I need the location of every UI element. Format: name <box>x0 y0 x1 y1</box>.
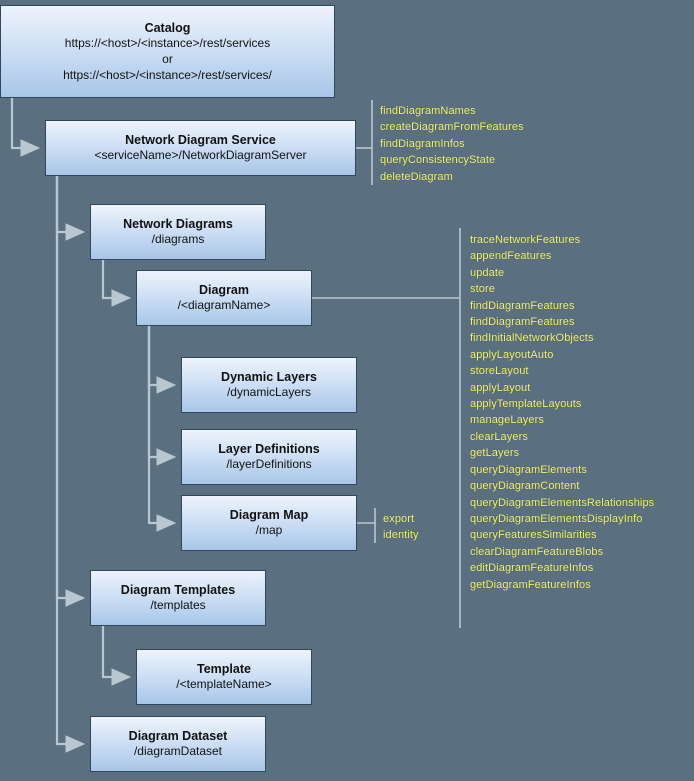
node-line: /diagrams <box>151 232 205 247</box>
node-network-diagrams[interactable] <box>90 204 266 260</box>
node-title: Diagram Templates <box>120 582 236 597</box>
node-title: Catalog <box>144 20 191 35</box>
node-title: Network Diagram Service <box>125 132 276 147</box>
node-diagram-map[interactable] <box>181 495 357 551</box>
node-title: Network Diagrams <box>123 216 233 231</box>
node-line: /<templateName> <box>176 677 272 692</box>
node-line: /layerDefinitions <box>226 457 312 472</box>
node-line: /templates <box>150 598 206 613</box>
node-line: /diagramDataset <box>133 744 223 759</box>
operation-item[interactable]: queryDiagramElements <box>470 463 587 476</box>
operation-item[interactable]: identity <box>383 529 419 542</box>
node-line: https://<host>/<instance>/rest/services <box>64 36 271 50</box>
operation-item[interactable]: store <box>470 283 495 296</box>
node-catalog[interactable] <box>0 5 335 98</box>
node-line: /dynamicLayers <box>226 385 312 400</box>
operation-item[interactable]: applyTemplateLayouts <box>470 398 582 411</box>
operation-item[interactable]: update <box>470 266 505 279</box>
operation-item[interactable]: appendFeatures <box>470 250 552 263</box>
node-line: /map <box>255 523 283 538</box>
operation-item[interactable]: export <box>383 513 415 525</box>
operation-item[interactable]: clearDiagramFeatureBlobs <box>470 545 604 558</box>
operation-item[interactable]: manageLayers <box>470 414 544 427</box>
operation-item[interactable]: createDiagramFromFeatures <box>380 121 524 134</box>
service-operations-list <box>380 103 524 185</box>
node-title: Diagram Map <box>229 507 309 522</box>
node-diagram[interactable] <box>136 270 312 326</box>
node-title: Template <box>197 661 251 676</box>
node-title: Layer Definitions <box>218 441 320 456</box>
node-line: <serviceName>/NetworkDiagramServer <box>94 148 307 163</box>
operation-item[interactable]: findDiagramFeatures <box>470 316 575 329</box>
node-line: /<diagramName> <box>177 298 271 313</box>
node-dynamic-layers[interactable] <box>181 357 357 413</box>
operation-item[interactable]: findDiagramNames <box>380 105 476 117</box>
operation-item[interactable]: queryConsistencyState <box>380 154 496 167</box>
node-network-diagram-service[interactable] <box>45 120 356 176</box>
operation-item[interactable]: findDiagramInfos <box>380 137 465 150</box>
map-operations-list <box>383 511 419 544</box>
node-layer-definitions[interactable] <box>181 429 357 485</box>
operation-item[interactable]: findInitialNetworkObjects <box>470 332 594 345</box>
node-template[interactable] <box>136 649 312 705</box>
node-diagram-templates[interactable] <box>90 570 266 626</box>
operation-item[interactable]: queryDiagramElementsRelationships <box>470 496 655 509</box>
node-title: Dynamic Layers <box>221 369 317 384</box>
operation-item[interactable]: getLayers <box>470 447 520 460</box>
operation-item[interactable]: queryDiagramElementsDisplayInfo <box>470 512 643 525</box>
operation-item[interactable]: applyLayoutAuto <box>470 348 554 361</box>
operation-item[interactable]: editDiagramFeatureInfos <box>470 562 594 575</box>
node-title: Diagram <box>198 282 250 297</box>
node-line: https://<host>/<instance>/rest/services/ <box>63 67 272 82</box>
operation-item[interactable]: applyLayout <box>470 381 531 394</box>
node-title: Diagram Dataset <box>128 728 228 743</box>
diagram-operations-list <box>470 232 654 593</box>
operation-item[interactable]: storeLayout <box>470 365 529 378</box>
operation-item[interactable]: deleteDiagram <box>380 170 453 183</box>
operation-item[interactable]: clearLayers <box>470 430 528 443</box>
node-line: or <box>162 51 173 66</box>
operation-item[interactable]: findDiagramFeatures <box>470 299 575 312</box>
operation-item[interactable]: queryDiagramContent <box>470 480 580 493</box>
operation-item[interactable]: traceNetworkFeatures <box>470 234 581 246</box>
node-diagram-dataset[interactable] <box>90 716 266 772</box>
operation-item[interactable]: queryFeaturesSimilarities <box>470 529 597 542</box>
operation-item[interactable]: getDiagramFeatureInfos <box>470 578 591 591</box>
